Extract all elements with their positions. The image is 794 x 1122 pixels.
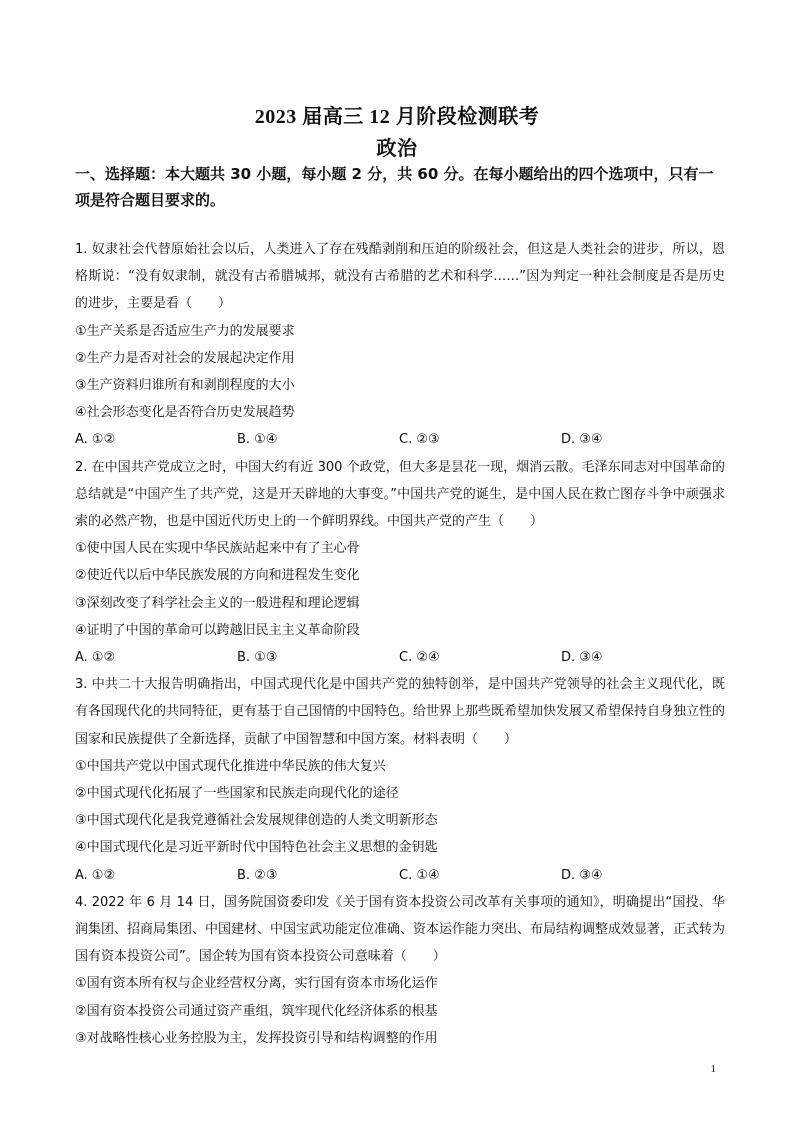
choice-b: B. ①③ [237,650,278,666]
choice-d: D. ③④ [561,867,603,883]
choice-a: A. ①② [75,867,116,883]
choice-c: C. ①④ [399,867,440,883]
question-3 [75,671,725,889]
question-2 [75,454,725,672]
choice-b: B. ②③ [237,867,278,883]
option-2: ②国有资本投资公司通过资产重组，筑牢现代化经济体系的根基 [75,1003,438,1019]
option-1: ①使中国人民在实现中华民族站起来中有了主心骨 [75,541,360,557]
page-number: 1 [710,1063,716,1075]
answer-choices [75,426,725,453]
question-stem: 2. 在中国共产党成立之时，中国大约有近 300 个政党，但大多是昙花一现，烟消云散。毛泽东同志对中国革命的总结就是“中国产生了共产党，这是开天辟地的大事变。”中国共产党的诞生，是中国人民在救亡图存斗争中顽强求索的必然产物，也是中国近代历史上的一个鲜明界线。中国共产党的产生（ ） [75,459,725,530]
question-list [75,236,725,1052]
option-2: ②生产力是否对社会的发展起决定作用 [75,350,295,366]
answer-choices [75,862,725,889]
question-stem: 4. 2022 年 6 月 14 日，国务院国资委印发《关于国有资本投资公司改革有关事项的通知》，明确提出“国投、华润集团、招商局集团、中国建材、中国宝武功能定位准确、资本运作能力突出、布局结构调整成效显著，正式转为国有资本投资公司”。国企转为国有资本投资公司意味着（ ） [75,894,726,965]
choice-a: A. ①② [75,650,116,666]
option-2: ②使近代以后中华民族发展的方向和进程发生变化 [75,568,360,584]
option-3: ③深刻改变了科学社会主义的一般进程和理论逻辑 [75,595,360,611]
choice-c: C. ②③ [399,432,440,448]
option-4: ④证明了中国的革命可以跨越旧民主主义革命阶段 [75,622,360,638]
option-2: ②中国式现代化拓展了一些国家和民族走向现代化的途径 [75,786,399,802]
choice-d: D. ③④ [561,432,603,448]
choice-c: C. ②④ [399,650,440,666]
option-3: ③中国式现代化是我党遵循社会发展规律创造的人类文明新形态 [75,813,438,829]
question-1 [75,236,725,454]
choice-d: D. ③④ [561,650,603,666]
section-heading: 一、选择题：本大题共 30 小题，每小题 2 分，共 60 分。在每小题给出的四个选项中，只有一项是符合题目要求的。 [75,165,714,209]
choice-b: B. ①④ [237,432,278,448]
option-1: ①中国共产党以中国式现代化推进中华民族的伟大复兴 [75,758,386,774]
subject-title: 政治 [376,138,418,160]
option-1: ①国有资本所有权与企业经营权分离，实行国有资本市场化运作 [75,976,438,992]
question-stem: 3. 中共二十大报告明确指出，中国式现代化是中国共产党的独特创举，是中国共产党领导的社会主义现代化，既有各国现代化的共同特征，更有基于自己国情的中国特色。给世界上那些既希望加快发展又希望保持自身独立性的国家和民族提供了全新选择，贡献了中国智慧和中国方案。材料表明（ ） [75,677,726,747]
answer-choices [75,644,725,671]
question-4 [75,889,725,1052]
option-4: ④中国式现代化是习近平新时代中国特色社会主义思想的金钥匙 [75,840,438,856]
question-stem: 1. 奴隶社会代替原始社会以后，人类进入了存在残酷剥削和压迫的阶级社会，但这是人类社会的进步，所以，恩格斯说：“没有奴隶制，就没有古希腊城邦，就没有古希腊的艺术和科学……”因为判定一种社会制度是否是历史的进步，主要是看（ ） [75,242,725,312]
option-1: ①生产关系是否适应生产力的发展要求 [75,323,295,339]
option-3: ③对战略性核心业务控股为主，发挥投资引导和结构调整的作用 [75,1030,438,1046]
exam-title: 2023 届高三 12 月阶段检测联考 [254,106,540,128]
choice-a: A. ①② [75,432,116,448]
option-3: ③生产资料归谁所有和剥削程度的大小 [75,378,295,394]
option-4: ④社会形态变化是否符合历史发展趋势 [75,405,295,421]
